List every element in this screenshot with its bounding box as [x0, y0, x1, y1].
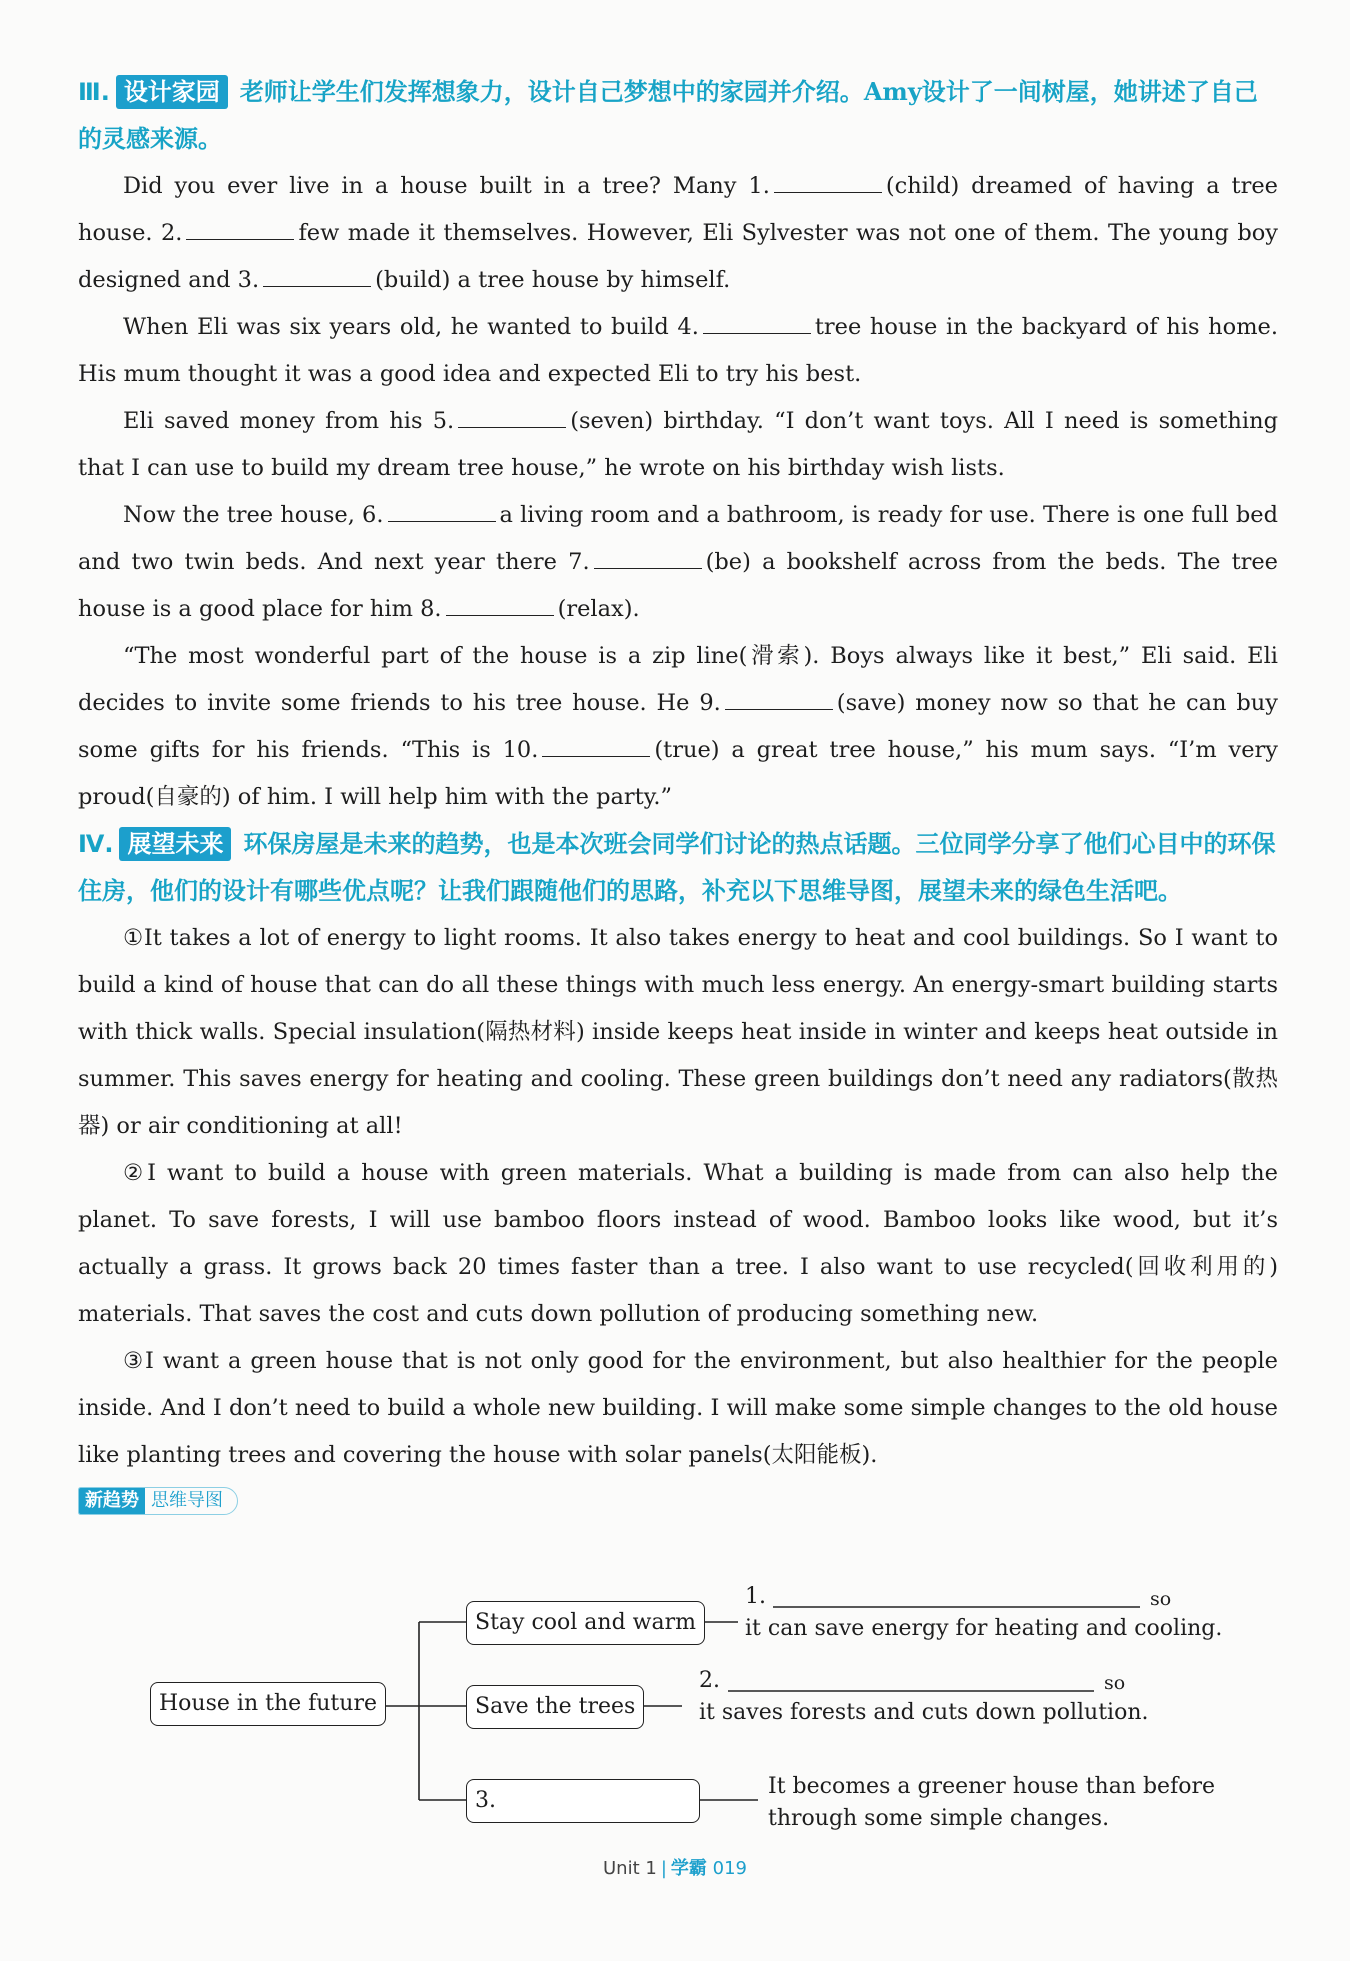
- section3-intro-2: 设计了一间树屋，她讲述了自己的灵感来源。: [78, 78, 1258, 153]
- blank-6[interactable]: [388, 495, 496, 522]
- detail-3-line-2: through some simple changes.: [768, 1806, 1110, 1831]
- s3-paragraph-1: [78, 163, 1278, 304]
- mindmap-tag: [78, 1487, 238, 1515]
- s3p4-text-3: (be) a bookshelf across from the beds. The tree house is a good place for him 8.: [78, 549, 1278, 622]
- detail-1-so: so: [1150, 1588, 1172, 1610]
- mindmap-tag-new-trend: 新趋势: [79, 1488, 145, 1514]
- section3-number: Ⅲ.: [78, 78, 110, 106]
- s4-paragraph-2: ②I want to build a house with green materials. What a building is made from can also help the planet. To save forests, I will use bamboo floors instead of wood. Bamboo looks like wood, but it’s actually a grass. It grows back 20 times faster than a tree. I also want to use recycled(回收利用的) materials. That saves the cost and cuts down pollution of producing something new.: [78, 1160, 1278, 1327]
- blank-1[interactable]: [774, 166, 882, 193]
- section3-intro-1: 老师让学生们发挥想象力，设计自己梦想中的家园并介绍。: [239, 78, 864, 106]
- blank-7[interactable]: [594, 542, 702, 569]
- s3-paragraph-5: [78, 633, 1278, 821]
- blank-8[interactable]: [446, 589, 554, 616]
- blank-4[interactable]: [703, 307, 811, 334]
- page-footer: [0, 1854, 1350, 1880]
- blank-3[interactable]: [263, 260, 371, 287]
- blank-10[interactable]: [542, 730, 650, 757]
- section4-number: Ⅳ.: [78, 830, 114, 858]
- s3p2-text-1: When Eli was six years old, he wanted to build 4.: [123, 314, 699, 340]
- detail-1-rest: it can save energy for heating and cooling.: [745, 1616, 1223, 1641]
- s3p2-text-2: tree house in the backyard of his home. His mum thought it was a good idea and expected Eli to try his best.: [78, 314, 1279, 387]
- branch-3-number: 3.: [475, 1788, 496, 1813]
- s3p3-text-2: (seven) birthday. “I don’t want toys. All I need is something that I can use to build my dream tree house,” he wrote on his birthday wish lists.: [78, 408, 1278, 481]
- section4-tag: 展望未来: [119, 827, 231, 861]
- s4-paragraph-3: ③I want a green house that is not only good for the environment, but also healthier for the people inside. And I don’t need to build a whole new building. I will make some simple changes to the old house like planting trees and covering the house with solar panels(太阳能板).: [78, 1348, 1278, 1468]
- s3p3-text-1: Eli saved money from his 5.: [123, 408, 455, 434]
- detail-3-line-1: It becomes a greener house than before: [768, 1774, 1216, 1799]
- mindmap-tag-label: 思维导图: [151, 1490, 223, 1511]
- s3p4-text-1: Now the tree house, 6.: [123, 502, 384, 528]
- section3-intro-amy: Amy: [863, 77, 922, 106]
- worksheet-content: [78, 68, 1278, 1519]
- s3p4-text-2: a living room and a bathroom, is ready for use. There is one full bed and two twin beds. And next year there 7.: [78, 502, 1278, 575]
- s3-paragraph-4: [78, 492, 1278, 633]
- detail-1-number: 1.: [745, 1584, 766, 1609]
- s3p5-text-1: “The most wonderful part of the house is a zip line(滑索). Boys always like it best,” Eli said. Eli decides to invite some friends to his tree house. He 9.: [78, 643, 1278, 716]
- section4-heading: [78, 821, 1278, 915]
- section3-heading: [78, 68, 1278, 163]
- blank-9[interactable]: [725, 683, 833, 710]
- s3p4-text-4: (relax).: [557, 596, 640, 622]
- mindmap-branch-3[interactable]: [466, 1779, 700, 1823]
- s3p5-text-2: (save) money now so that he can buy some gifts for his friends. “This is 10.: [78, 690, 1278, 763]
- detail-2-number: 2.: [699, 1668, 720, 1693]
- detail-2-rest: it saves forests and cuts down pollution.: [699, 1700, 1149, 1725]
- detail-2-so: so: [1104, 1672, 1126, 1694]
- s3-paragraph-2: [78, 304, 1278, 398]
- mindmap-branch-2: Save the trees: [466, 1685, 644, 1729]
- footer-page-number: 019: [712, 1858, 747, 1879]
- footer-brand: 学霸: [670, 1858, 707, 1879]
- s3-paragraph-3: [78, 398, 1278, 492]
- footer-unit: Unit 1: [603, 1858, 657, 1879]
- s3p5-text-3: (true) a great tree house,” his mum says. “I’m very proud(自豪的) of him. I will help him with the party.”: [78, 737, 1278, 810]
- s4-paragraph-1: ①It takes a lot of energy to light rooms. It also takes energy to heat and cool buildings. So I want to build a kind of house that can do all these things with much less energy. An energy-smart building starts with thick walls. Special insulation(隔热材料) inside keeps heat inside in winter and keeps heat outside in summer. This saves energy for heating and cooling. These green buildings don’t need any radiators(散热器) or air conditioning at all!: [78, 925, 1278, 1139]
- section4-intro: 环保房屋是未来的趋势，也是本次班会同学们讨论的热点话题。三位同学分享了他们心目中的环保住房，他们的设计有哪些优点呢？让我们跟随他们的思路，补充以下思维导图，展望未来的绿色生活吧。: [78, 830, 1276, 905]
- mindmap-branch-1: Stay cool and warm: [466, 1601, 705, 1645]
- s3p1-text-4: (build) a tree house by himself.: [375, 267, 731, 293]
- footer-separator: |: [660, 1858, 667, 1879]
- s3p1-text-1: Did you ever live in a house built in a tree? Many 1.: [123, 173, 770, 199]
- blank-5[interactable]: [458, 401, 566, 428]
- mindmap: [0, 1560, 1350, 1860]
- s3p1-text-3: few made it themselves. However, Eli Sylvester was not one of them. The young boy designed and 3.: [78, 220, 1278, 293]
- mindmap-root-box: House in the future: [150, 1682, 386, 1726]
- blank-2[interactable]: [186, 213, 294, 240]
- section3-tag: 设计家园: [116, 75, 228, 109]
- s3p1-text-2: (child) dreamed of having a tree house. 2.: [78, 173, 1278, 246]
